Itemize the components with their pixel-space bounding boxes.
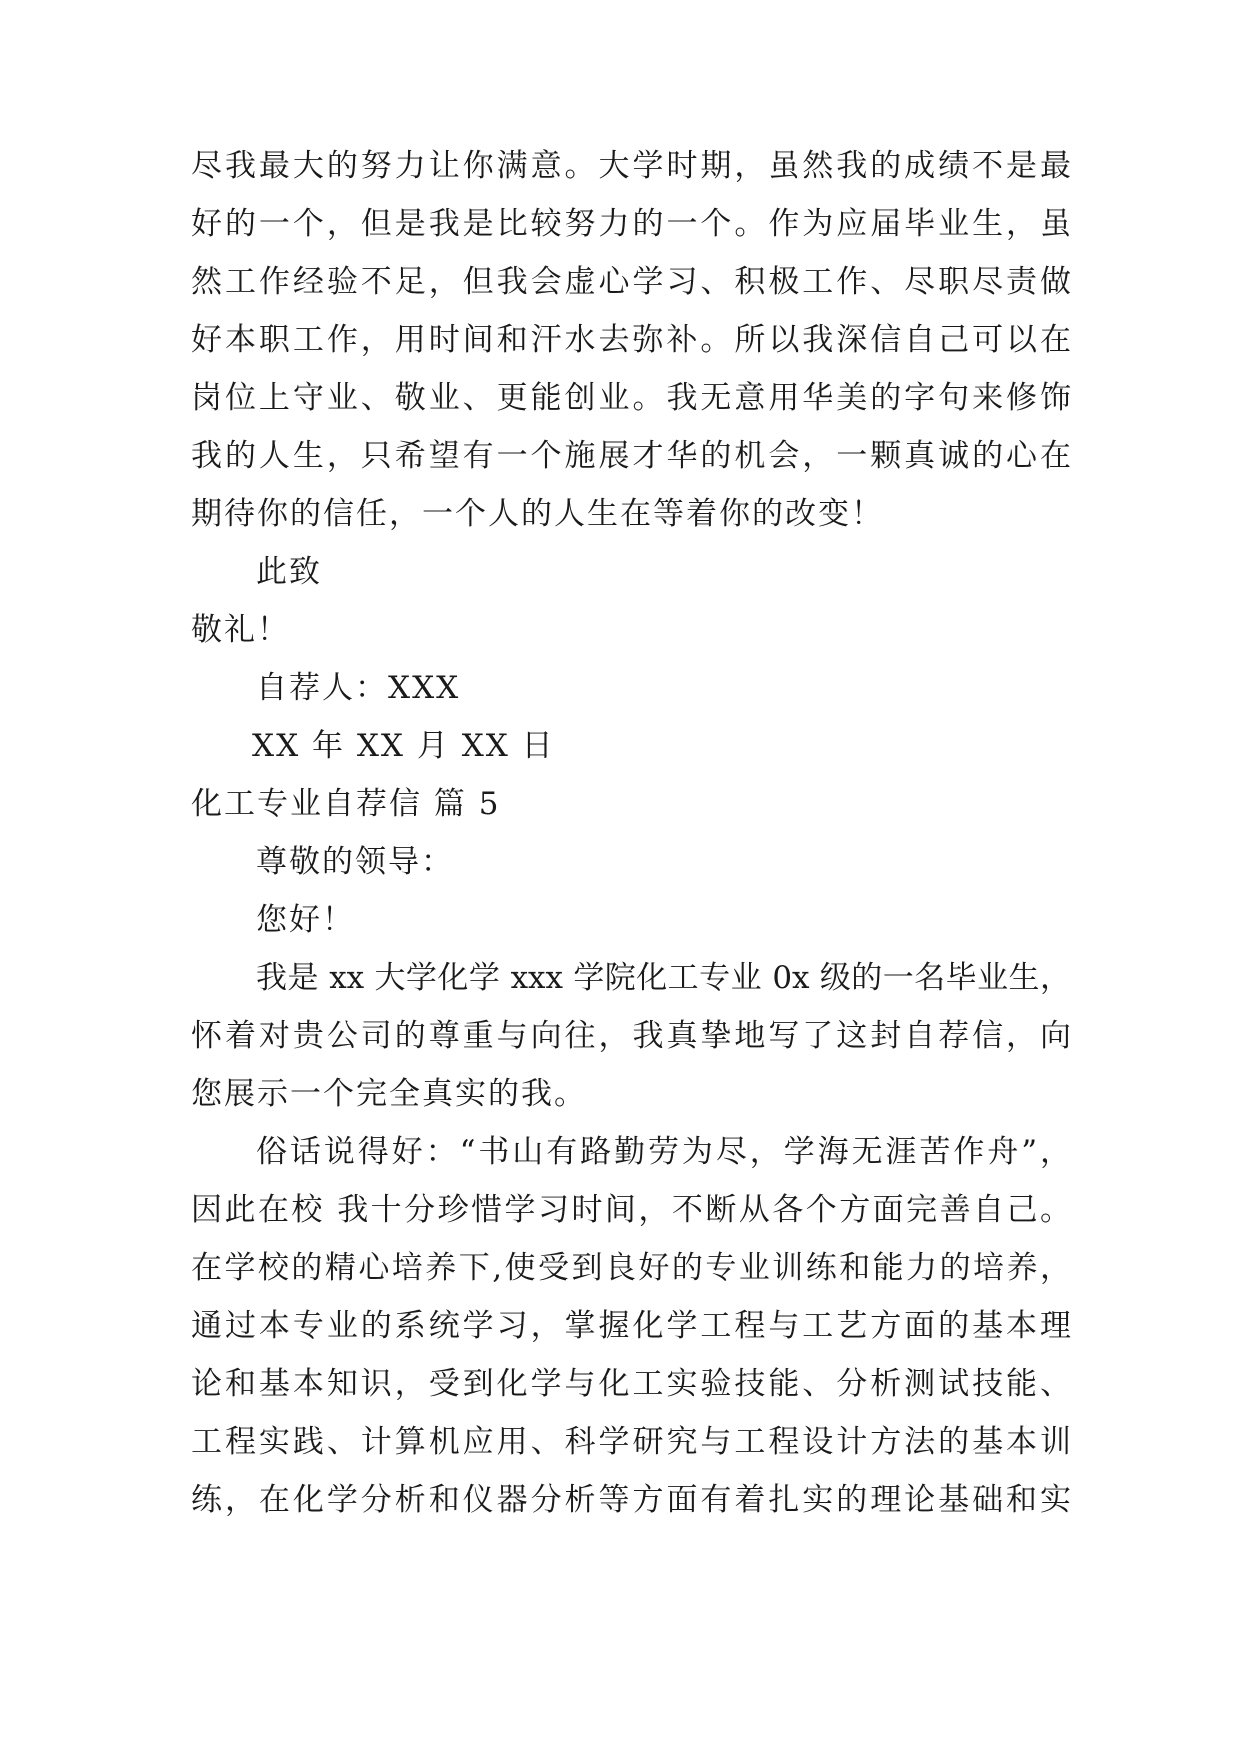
- paragraph-line: 工程实践、计算机应用、科学研究与工程设计方法的基本训: [191, 1424, 1071, 1460]
- paragraph-line: 因此在校 我十分珍惜学习时间，不断从各个方面完善自己。: [191, 1192, 1071, 1228]
- section-title: 化工专业自荐信 篇 5: [191, 786, 501, 822]
- salutation: 尊敬的领导：: [256, 844, 454, 880]
- paragraph-line: 论和基本知识，受到化学与化工实验技能、分析测试技能、: [191, 1366, 1071, 1402]
- paragraph-line: 期待你的信任，一个人的人生在等着你的改变！: [191, 496, 884, 532]
- paragraph-line: 通过本专业的系统学习，掌握化学工程与工艺方面的基本理: [191, 1308, 1071, 1344]
- paragraph-line: 俗话说得好：“书山有路勤劳为尽，学海无涯苦作舟”，: [256, 1134, 1071, 1170]
- paragraph-line: 我是 xx 大学化学 xxx 学院化工专业 0x 级的一名毕业生，: [256, 960, 1071, 996]
- paragraph-line: 岗位上守业、敬业、更能创业。我无意用华美的字句来修饰: [191, 380, 1071, 416]
- date: XX 年 XX 月 XX 日: [252, 728, 555, 764]
- paragraph-line: 您展示一个完全真实的我。: [191, 1076, 587, 1112]
- paragraph-line: 然工作经验不足，但我会虚心学习、积极工作、尽职尽责做: [191, 264, 1071, 300]
- closing-jingli: 敬礼！: [191, 612, 290, 648]
- paragraph-line: 好本职工作，用时间和汗水去弥补。所以我深信自己可以在: [191, 322, 1071, 358]
- greeting: 您好！: [256, 902, 355, 938]
- paragraph-line: 怀着对贵公司的尊重与向往，我真挚地写了这封自荐信，向: [191, 1018, 1071, 1054]
- paragraph-line: 练，在化学分析和仪器分析等方面有着扎实的理论基础和实: [191, 1482, 1071, 1518]
- paragraph-line: 好的一个，但是我是比较努力的一个。作为应届毕业生，虽: [191, 206, 1071, 242]
- paragraph-line: 在学校的精心培养下,使受到良好的专业训练和能力的培养，: [191, 1250, 1071, 1286]
- signer: 自荐人：XXX: [256, 670, 461, 706]
- paragraph-line: 我的人生，只希望有一个施展才华的机会，一颗真诚的心在: [191, 438, 1071, 474]
- closing-cizhi: 此致: [256, 554, 322, 590]
- paragraph-line: 尽我最大的努力让你满意。大学时期，虽然我的成绩不是最: [191, 148, 1071, 184]
